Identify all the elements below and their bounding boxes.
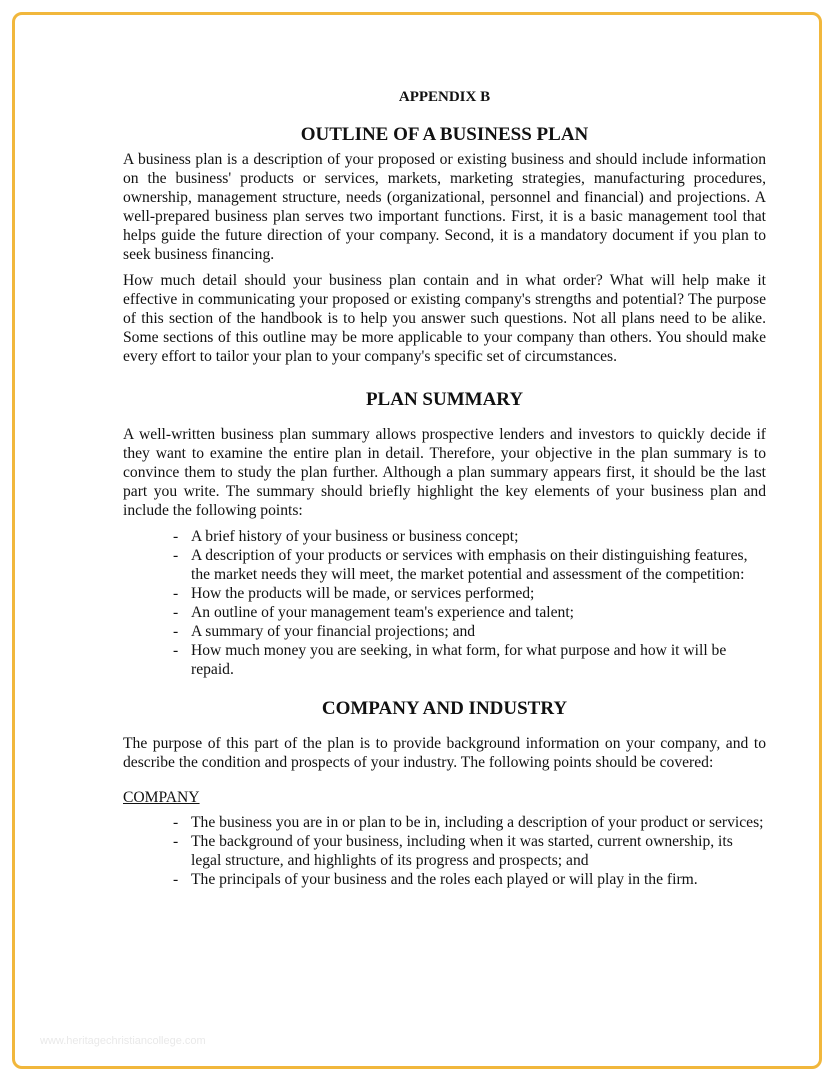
document-page xyxy=(123,88,766,889)
list-item: - The business you are in or plan to be in, including a description of your product or services; xyxy=(173,813,766,832)
plan-summary-points xyxy=(173,527,766,679)
list-item: - A summary of your financial projections; and xyxy=(173,622,766,641)
list-item: - A description of your products or services with emphasis on their distinguishing features, the market needs they will meet, the market potential and assessment of the competition: xyxy=(173,546,766,584)
company-points xyxy=(173,813,766,889)
list-item: - How the products will be made, or services performed; xyxy=(173,584,766,603)
list-item: - An outline of your management team's experience and talent; xyxy=(173,603,766,622)
list-item: - The principals of your business and the roles each played or will play in the firm. xyxy=(173,870,766,889)
list-item: - The background of your business, including when it was started, current ownership, its legal structure, and highlights of its progress and prospects; and xyxy=(173,832,766,870)
plan-summary-heading: PLAN SUMMARY xyxy=(365,389,524,410)
list-item: - A brief history of your business or business concept; xyxy=(173,527,766,546)
list-item: - How much money you are seeking, in what form, for what purpose and how it will be repaid. xyxy=(173,641,766,679)
document-title: OUTLINE OF A BUSINESS PLAN xyxy=(300,124,589,145)
intro-paragraph-1: A business plan is a description of your proposed or existing business and should include information on the business' products or services, markets, marketing strategies, manufacturing procedures, ownership, management structure, needs (organizational, personnel and financial) and projections. A well-prepared business plan serves two important functions. First, it is a basic management tool that helps guide the future direction of your company. Second, it is a mandatory document if you plan to seek business financing. xyxy=(123,151,766,263)
company-subheading: COMPANY xyxy=(123,789,200,806)
intro-paragraph-2: How much detail should your business plan contain and in what order? What will help make it effective in communicating your proposed or existing company's strengths and potential? The purpose of this section of the handbook is to help you answer such questions. Not all plans need to be alike. Some sections of this outline may be more applicable to your company than others. You should make every effort to tailor your plan to your company's specific set of circumstances. xyxy=(123,272,766,365)
company-industry-heading: COMPANY AND INDUSTRY xyxy=(321,698,568,719)
plan-summary-body: A well-written business plan summary allows prospective lenders and investors to quickly decide if they want to examine the entire plan in detail. Therefore, your objective in the plan summary is to convince them to study the plan further. Although a plan summary appears first, it should be the last part you write. The summary should briefly highlight the key elements of your business plan and include the following points: xyxy=(123,426,766,519)
company-industry-body: The purpose of this part of the plan is to provide background information on your company, and to describe the condition and prospects of your industry. The following points should be covered: xyxy=(123,735,766,771)
appendix-label: APPENDIX B xyxy=(398,89,491,105)
watermark-text: www.heritagechristiancollege.com xyxy=(40,1035,206,1047)
